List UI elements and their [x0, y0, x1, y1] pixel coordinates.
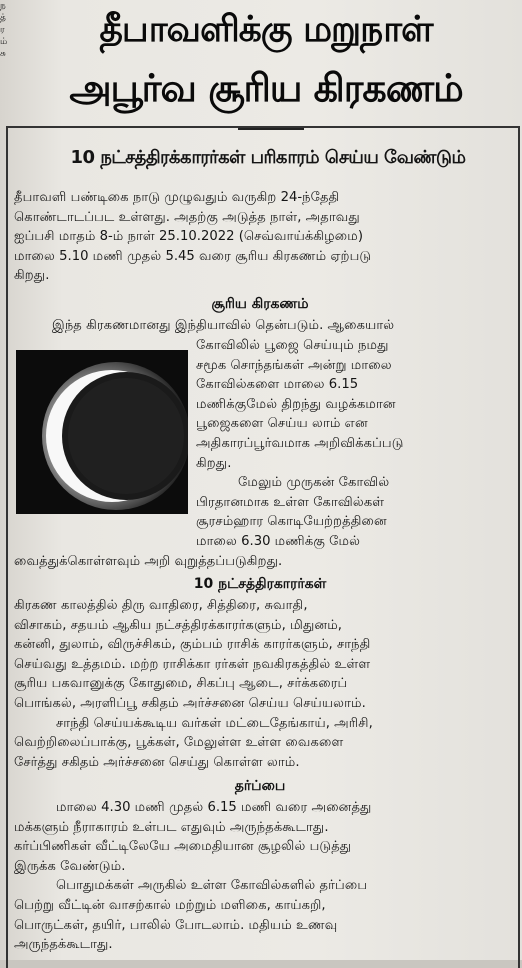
eclipse-image [16, 350, 188, 514]
text-line: இருக்க வேண்டும். [14, 858, 126, 874]
title-divider [238, 128, 304, 130]
text-line: மாலை 4.30 மணி முதல் 6.15 மணி வரை அனைத்து [56, 800, 372, 815]
text-line: பூஜைகளை செய்ய லாம் என [196, 416, 368, 432]
text-line: ஐப்பசி மாதம் 8-ம் நாள் 25.10.2022 (செவ்வாய்க்கிழமை) [14, 229, 363, 245]
text-line: தீபாவளி பண்டிகை நாடு முழுவதும் வருகிற 24-ந்தேதி [14, 190, 340, 205]
headline-line-1: தீபாவளிக்கு மறுநாள் [99, 9, 433, 50]
text-line: சூரிய பகவானுக்கு கோதுமை, சிகப்பு ஆடை, சர்க்கரைப் [14, 676, 348, 692]
text-line: கோவிலில் பூஜை செய்யும் நமது [196, 338, 389, 353]
text-line: பொருட்கள், தயிர், பாலில் போடலாம். மதியம் உணவு [14, 917, 338, 933]
text-line: பொங்கல், அரளிப்பூ சகிதம் அர்ச்சனை செய்ய செய்யலாம். [14, 695, 366, 711]
text-line: அருந்தக்கூடாது. [14, 937, 113, 953]
margin-text-strip [0, 0, 16, 60]
margin-char: ந [0, 1, 6, 11]
text-line: மேலும் முருகன் கோவில் [238, 475, 390, 491]
text-line: சூரசம்ஹார கொடியேற்றத்தினை [196, 514, 387, 530]
section1-last-line [14, 552, 506, 572]
text-line: இந்த கிரகணமானது இந்தியாவில் தென்படும். ஆகையால் [52, 318, 395, 333]
text-line: பொதுமக்கள் அருகில் உள்ள கோவில்களில் தர்ப்பை [56, 878, 368, 894]
section1-wrapped-text [196, 336, 506, 552]
headline-line-2: அபூர்வ சூரிய கிரகணம் [69, 66, 463, 110]
text-line: கிறது. [196, 455, 232, 471]
margin-char: ர [0, 25, 5, 35]
text-line: செய்வது உத்தமம். மற்ற ராசிக்கா ரர்கள் நவகிரகத்தில் உள்ள [14, 656, 371, 672]
text-line: அதிகாரப்பூர்வமாக அறிவிக்கப்படு [196, 435, 404, 451]
text-line: மாலை 5.10 மணி முதல் 5.45 வரை சூரிய கிரகணம் ஏற்படு [14, 248, 372, 264]
section-heading-solar-eclipse: சூரிய கிரகணம் [211, 296, 309, 312]
section-heading-10-stars: 10 நட்சத்திரகாரர்கள் [193, 576, 327, 592]
section-heading-darbha: தர்ப்பை [234, 778, 286, 794]
text-line: பிரதானமாக உள்ள கோவில்கள் [196, 494, 385, 510]
text-line: கர்ப்பிணிகள் வீட்டிலேயே அமைதியான சூழலில் படுத்து [14, 839, 352, 855]
text-line: கிரகண காலத்தில் திரு வாதிரை, சித்திரை, சுவாதி, [14, 598, 308, 613]
margin-char: த் [0, 13, 6, 23]
text-line: சமூக சொந்தங்கள் அன்று மாலை [196, 357, 392, 373]
text-line: கொண்டாடப்பட உள்ளது. அதற்கு அடுத்த நாள், அதாவது [14, 209, 360, 225]
margin-char: ம் [0, 37, 8, 47]
text-line: கிறது. [14, 268, 50, 284]
text-line: சேர்த்து சகிதம் அர்ச்சனை செய்து கொள்ள லாம். [14, 754, 300, 770]
intro-paragraph [14, 188, 506, 286]
text-line: மணிக்குமேல் திறந்து வழக்கமான [196, 396, 396, 412]
text-line: பெற்று வீட்டின் வாசற்கால் மற்றும் மளிகை, காய்கறி, [14, 897, 326, 913]
text-line: வைத்துக்கொள்ளவும் அறி வுறுத்தப்படுகிறது. [14, 554, 283, 569]
section1-first-line [52, 316, 506, 336]
eclipse-photo [16, 350, 188, 514]
text-line: கோவில்களை மாலை 6.15 [196, 377, 359, 393]
article-subtitle: 10 நட்சத்திரக்காரர்கள் பரிகாரம் செய்ய வேண்டும் [70, 147, 466, 168]
margin-char: சு [0, 49, 6, 59]
text-line: வெற்றிலைப்பாக்கு, பூக்கள், மேலுள்ள உள்ள வைகளை [14, 735, 344, 751]
section3-paragraph [14, 798, 506, 955]
section2-paragraph [14, 596, 506, 772]
text-line: விசாகம், சதயம் ஆகிய நட்சத்திரக்காரர்களும், மிதுனம், [14, 617, 342, 633]
text-line: மாலை 6.30 மணிக்கு மேல் [196, 533, 361, 549]
text-line: சாந்தி செய்யக்கூடிய வர்கள் மட்டைதேங்காய், அரிசி, [56, 715, 373, 731]
text-line: மக்களும் நீராகாரம் உள்பட எதுவும் அருந்தக்கூடாது. [14, 819, 329, 835]
text-line: கன்னி, துலாம், விருச்சிகம், கும்பம் ராசிக் காரர்களும், சாந்தி [14, 637, 371, 653]
